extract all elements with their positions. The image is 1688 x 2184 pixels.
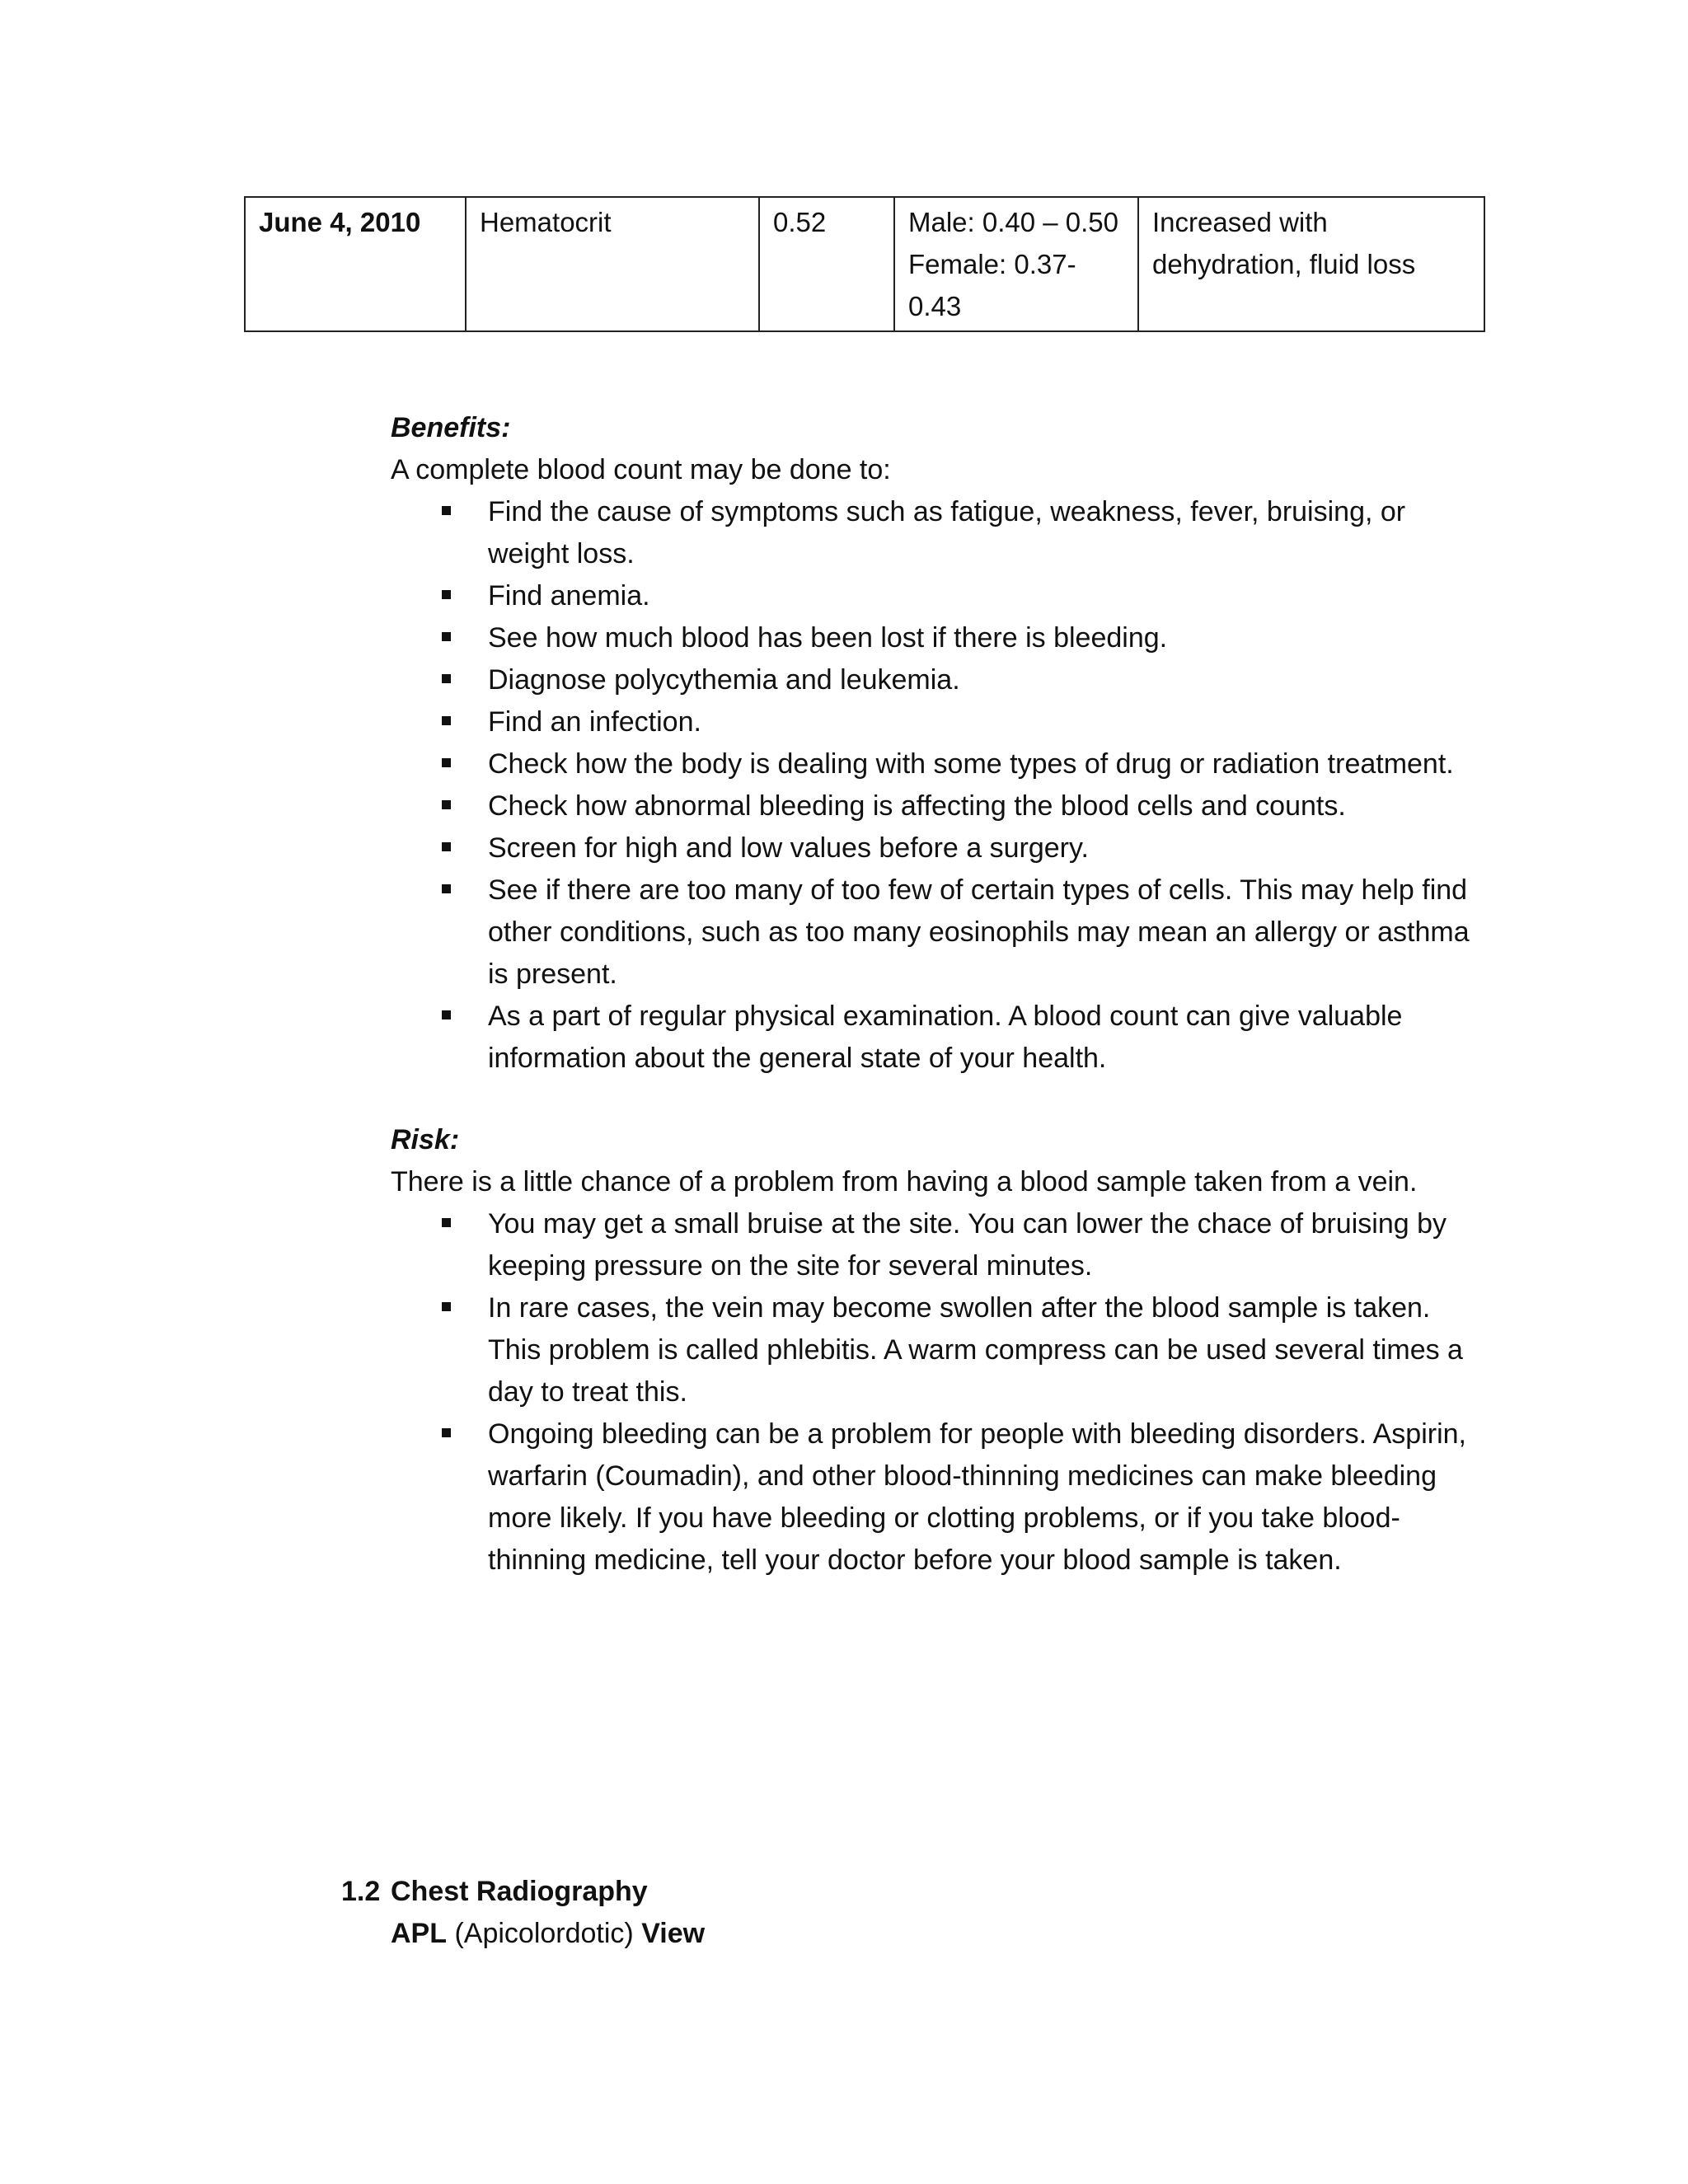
subtitle-view: View (641, 1918, 706, 1949)
section-number: 1.2 (341, 1876, 381, 1907)
list-item: Check how abnormal bleeding is affecting the blood cells and counts. (391, 785, 1487, 827)
risk-heading: Risk: (391, 1124, 460, 1155)
square-bullet-icon (442, 1428, 451, 1437)
square-bullet-icon (442, 758, 451, 767)
list-item: As a part of regular physical examination. A blood count can give valuable information about the general state of your health. (391, 996, 1487, 1080)
square-bullet-icon (442, 1010, 451, 1019)
cell-normal-range (894, 197, 1138, 331)
square-bullet-icon (442, 1302, 451, 1311)
section-heading (341, 1871, 648, 1913)
square-bullet-icon (442, 800, 451, 809)
square-bullet-icon (442, 506, 451, 515)
benefits-section (391, 407, 1487, 1080)
list-item: Diagnose polycythemia and leukemia. (391, 659, 1487, 701)
normal-range-female: Female: 0.37-0.43 (908, 249, 1076, 321)
benefits-intro: A complete blood count may be done to: (391, 454, 891, 485)
square-bullet-icon (442, 632, 451, 641)
risk-section (391, 1119, 1487, 1582)
list-item: Find the cause of symptoms such as fatigue, weakness, fever, bruising, or weight loss. (391, 491, 1487, 575)
list-item: See how much blood has been lost if there is bleeding. (391, 617, 1487, 659)
risk-list (391, 1203, 1487, 1582)
benefits-list (391, 491, 1487, 1080)
risk-intro: There is a little chance of a problem from having a blood sample taken from a vein. (391, 1166, 1418, 1197)
list-item: Screen for high and low values before a surgery. (391, 827, 1487, 869)
square-bullet-icon (442, 590, 451, 599)
normal-range-male: Male: 0.40 – 0.50 (908, 207, 1119, 237)
list-item: Check how the body is dealing with some types of drug or radiation treatment. (391, 743, 1487, 785)
square-bullet-icon (442, 842, 451, 851)
cell-result: 0.52 (759, 197, 894, 331)
list-item: See if there are too many of too few of certain types of cells. This may help find other conditions, such as too many eosinophils may mean an allergy or asthma is present. (391, 869, 1487, 996)
square-bullet-icon (442, 716, 451, 725)
subtitle-expansion: (Apicolordotic) (454, 1918, 634, 1949)
list-item: Find anemia. (391, 575, 1487, 617)
cell-test: Hematocrit (466, 197, 759, 331)
subtitle-abbrev: APL (391, 1918, 447, 1949)
cell-date: June 4, 2010 (245, 197, 466, 331)
section-subtitle (391, 1913, 705, 1955)
square-bullet-icon (442, 884, 451, 893)
section-title: Chest Radiography (391, 1876, 648, 1907)
table-row (245, 197, 1484, 331)
lab-results-table (244, 196, 1485, 332)
list-item: In rare cases, the vein may become swollen after the blood sample is taken. This problem is called phlebitis. A warm compress can be used several times a day to treat this. (391, 1287, 1487, 1413)
square-bullet-icon (442, 674, 451, 683)
benefits-heading: Benefits: (391, 412, 511, 443)
cell-interpretation: Increased with dehydration, fluid loss (1138, 197, 1484, 331)
square-bullet-icon (442, 1218, 451, 1227)
list-item: Ongoing bleeding can be a problem for people with bleeding disorders. Aspirin, warfarin (Coumadin), and other blood-thinning medicines can make bleeding more likely. If you have bleeding or clotting problems, or if you take blood-thinning medicine, tell your doctor before your blood sample is taken. (391, 1413, 1487, 1582)
list-item: You may get a small bruise at the site. You can lower the chace of bruising by keeping pressure on the site for several minutes. (391, 1203, 1487, 1287)
list-item: Find an infection. (391, 701, 1487, 743)
